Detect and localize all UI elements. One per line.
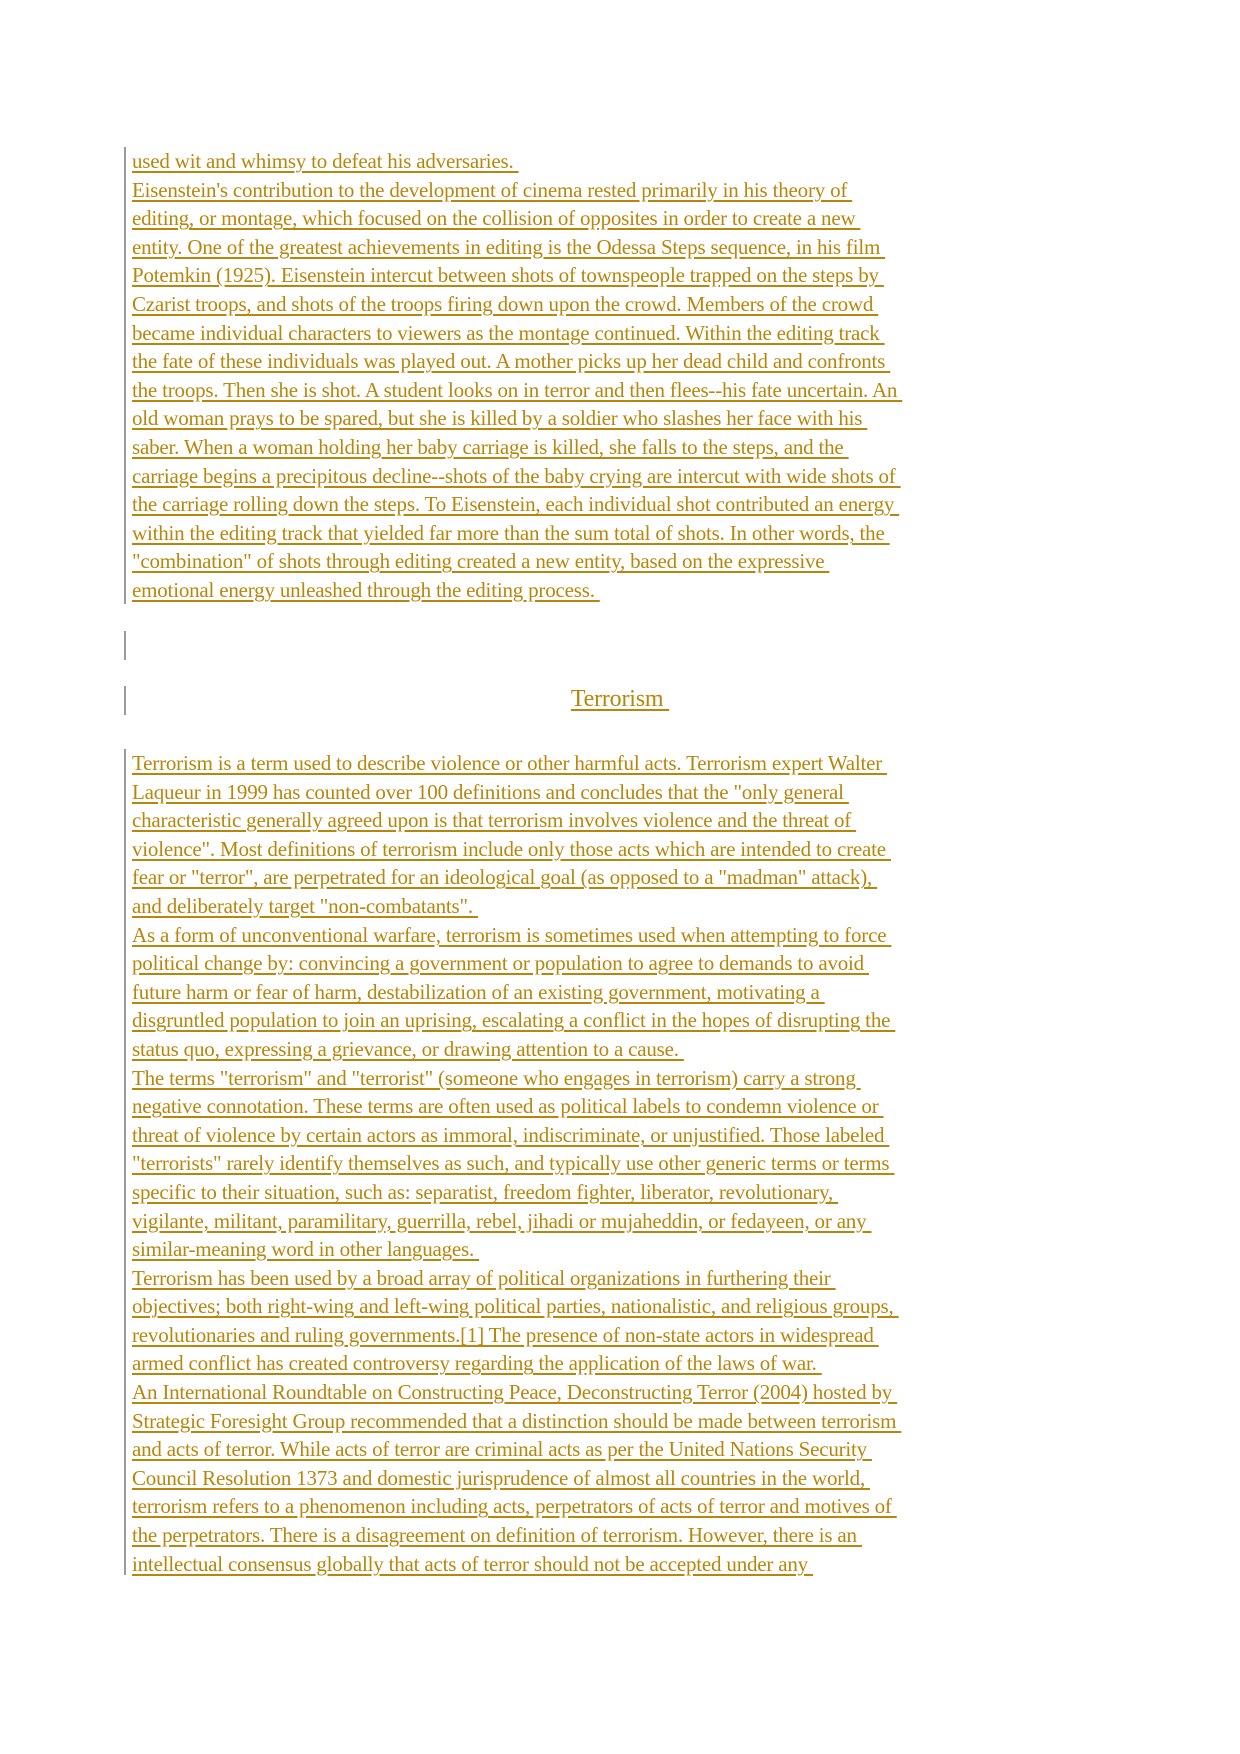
change-bar bbox=[124, 749, 126, 1575]
text-line: objectives; both right-wing and left-wing political parties, nationalistic, and religious groups, bbox=[132, 1294, 899, 1319]
text-line: "combination" of shots through editing created a new entity, based on the expressive bbox=[132, 549, 830, 574]
text-line: the perpetrators. There is a disagreement on definition of terrorism. However, there is an bbox=[132, 1523, 862, 1548]
text-line: used wit and whimsy to defeat his adversaries. bbox=[132, 149, 519, 173]
section-terrorism bbox=[132, 749, 901, 1578]
text-line: vigilante, militant, paramilitary, guerrilla, rebel, jihadi or mujaheddin, or fedayeen, or any bbox=[132, 1208, 872, 1233]
text-line: violence". Most definitions of terrorism include only those acts which are intended to create bbox=[132, 836, 891, 861]
text-line: the fate of these individuals was played out. A mother picks up her dead child and confronts bbox=[132, 349, 891, 374]
text-line: As a form of unconventional warfare, terrorism is sometimes used when attempting to force bbox=[132, 922, 892, 947]
heading-terrorism: Terrorism bbox=[570, 686, 670, 712]
paragraph-roundtable bbox=[132, 1378, 901, 1578]
text-line: disgruntled population to join an uprising, escalating a conflict in the hopes of disrupting the bbox=[132, 1008, 896, 1033]
text-line: Council Resolution 1373 and domestic jurisprudence of almost all countries in the world, bbox=[132, 1465, 871, 1490]
text-line: Potemkin (1925). Eisenstein intercut between shots of townspeople trapped on the steps by bbox=[132, 263, 884, 288]
text-line: Laqueur in 1999 has counted over 100 definitions and concludes that the "only general bbox=[132, 779, 849, 804]
text-line: political change by: convincing a government or population to agree to demands to avoid bbox=[132, 951, 870, 976]
text-line: and acts of terror. While acts of terror are criminal acts as per the United Nations Security bbox=[132, 1437, 873, 1462]
text-line: old woman prays to be spared, but she is killed by a soldier who slashes her face with his bbox=[132, 406, 868, 431]
text-line: specific to their situation, such as: separatist, freedom fighter, liberator, revolutionary, bbox=[132, 1179, 839, 1204]
text-line: saber. When a woman holding her baby carriage is killed, she falls to the steps, and the bbox=[132, 434, 849, 459]
text-line: terrorism refers to a phenomenon including acts, perpetrators of acts of terror and motives of bbox=[132, 1494, 897, 1519]
text-line: negative connotation. These terms are often used as political labels to condemn violence or bbox=[132, 1094, 884, 1119]
text-line: Terrorism is a term used to describe violence or other harmful acts. Terrorism expert Walter bbox=[132, 751, 888, 775]
text-line: intellectual consensus globally that acts of terror should not be accepted under any bbox=[132, 1551, 814, 1576]
text-line: entity. One of the greatest achievements in editing is the Odessa Steps sequence, in his film bbox=[132, 234, 886, 259]
text-line: carriage begins a precipitous decline--shots of the baby crying are intercut with wide shots of bbox=[132, 463, 901, 488]
text-line: Strategic Foresight Group recommended that a distinction should be made between terrorism bbox=[132, 1408, 902, 1433]
text-line: Eisenstein's contribution to the development of cinema rested primarily in his theory of bbox=[132, 177, 853, 202]
text-line: Czarist troops, and shots of the troops firing down upon the crowd. Members of the crowd bbox=[132, 291, 879, 316]
section-eisenstein bbox=[132, 147, 902, 605]
text-line: the carriage rolling down the steps. To Eisenstein, each individual shot contributed an energy bbox=[132, 492, 900, 517]
paragraph-connotation bbox=[132, 1064, 901, 1264]
text-line: and deliberately target "non-combatants". bbox=[132, 893, 478, 918]
paragraph-political-organizations bbox=[132, 1264, 901, 1378]
change-bar bbox=[124, 147, 126, 604]
text-line: The terms "terrorism" and "terrorist" (someone who engages in terrorism) carry a strong bbox=[132, 1065, 861, 1090]
text-line: similar-meaning word in other languages. bbox=[132, 1237, 480, 1262]
paragraph-unconventional-warfare bbox=[132, 921, 901, 1064]
paragraph-eisenstein bbox=[132, 176, 902, 605]
text-line: the troops. Then she is shot. A student looks on in terror and then flees--his fate uncertain. An bbox=[132, 377, 903, 402]
text-line: Terrorism has been used by a broad array of political organizations in furthering their bbox=[132, 1265, 836, 1290]
text-line: fear or "terror", are perpetrated for an ideological goal (as opposed to a "madman" attack), bbox=[132, 865, 878, 890]
section-heading bbox=[132, 684, 1108, 714]
text-line: emotional energy unleashed through the editing process. bbox=[132, 577, 600, 602]
text-line: became individual characters to viewers as the montage continued. Within the editing track bbox=[132, 320, 885, 345]
paragraph-terrorism-definition bbox=[132, 749, 901, 921]
text-line: "terrorists" rarely identify themselves as such, and typically use other generic terms or terms bbox=[132, 1151, 895, 1176]
text-line: revolutionaries and ruling governments.[1] The presence of non-state actors in widespread bbox=[132, 1322, 879, 1347]
text-line: threat of violence by certain actors as immoral, indiscriminate, or unjustified. Those labeled bbox=[132, 1122, 890, 1147]
text-line: characteristic generally agreed upon is that terrorism involves violence and the threat of bbox=[132, 808, 857, 833]
text-line: editing, or montage, which focused on the collision of opposites in order to create a new bbox=[132, 206, 861, 231]
text-line: within the editing track that yielded far more than the sum total of shots. In other words, the bbox=[132, 520, 890, 545]
change-bar bbox=[124, 631, 126, 660]
paragraph-adversaries bbox=[132, 147, 902, 176]
text-line: future harm or fear of harm, destabilization of an existing government, motivating a bbox=[132, 979, 825, 1004]
change-bar bbox=[124, 686, 126, 715]
text-line: An International Roundtable on Constructing Peace, Deconstructing Terror (2004) hosted by bbox=[132, 1380, 898, 1405]
text-line: status quo, expressing a grievance, or drawing attention to a cause. bbox=[132, 1036, 684, 1061]
text-line: armed conflict has created controversy regarding the application of the laws of war. bbox=[132, 1351, 822, 1376]
